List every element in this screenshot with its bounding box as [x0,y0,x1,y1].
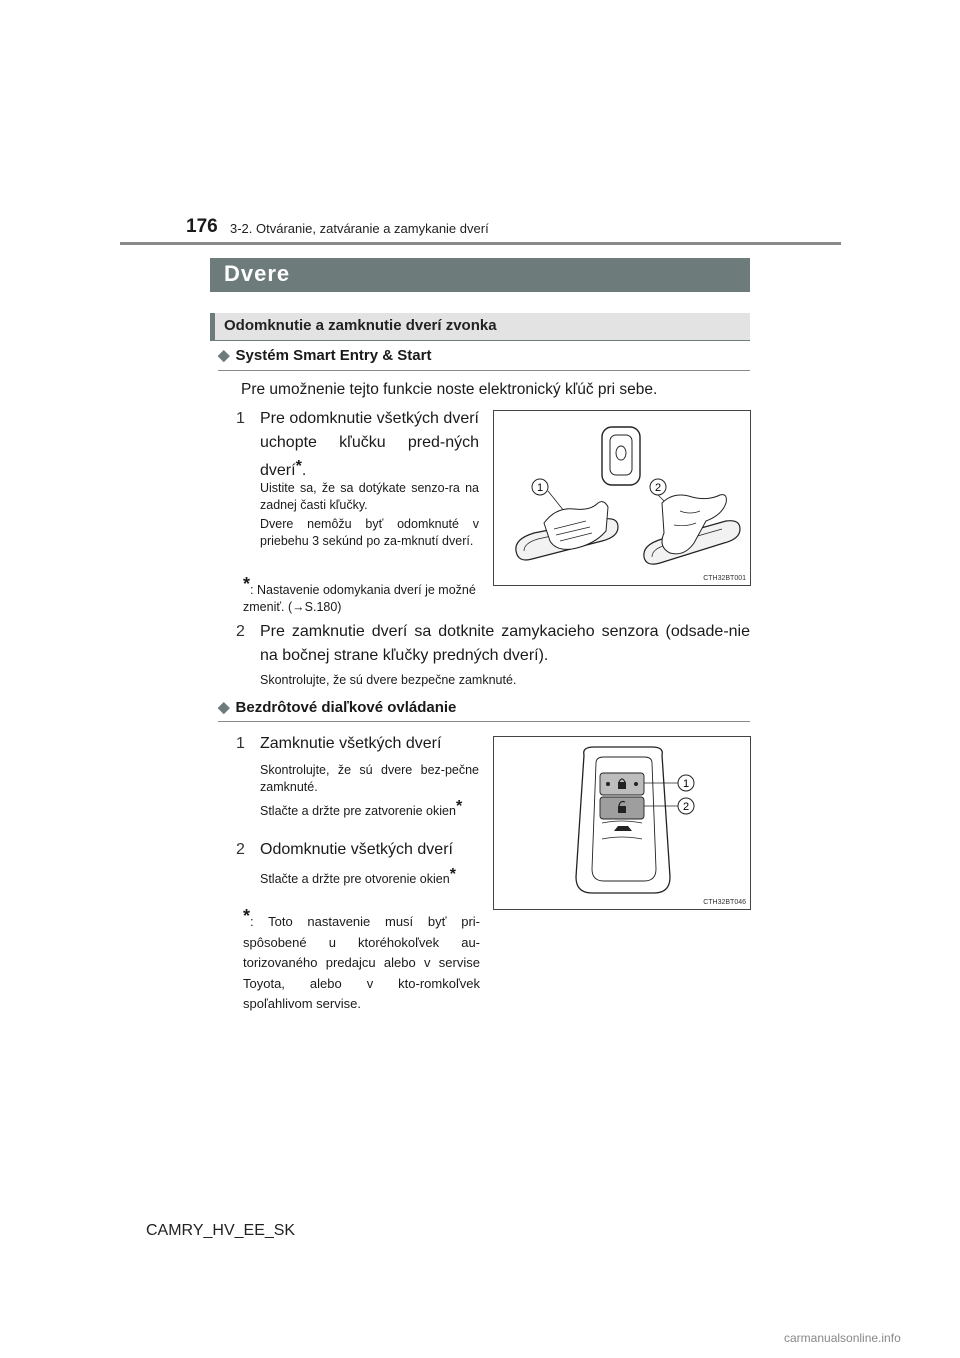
section-title-bar [210,258,750,292]
footnote-star: * [295,458,302,475]
figure2-callout-1: 1 [682,778,690,790]
remote-step1-note-check: Skontrolujte, že sú dvere bez-pečne zamknuté. [260,763,479,794]
remote-heading [218,698,456,716]
step-number-1: 1 [236,410,245,427]
diamond-bullet-icon: ◆ [218,347,230,364]
footnote-text-before: : Nastavenie odomykania dverí je možné zmeniť. ( [243,583,476,614]
remote-step-number-2: 2 [236,841,245,858]
step1-note-delay: Dvere nemôžu byť odomknuté v priebehu 3 sekúnd po za-mknutí dverí. [260,517,479,548]
page-number: 176 [186,216,218,237]
arrow-icon: → [292,600,305,614]
step1-label: Pre odomknutie všetkých dverí uchopte kľučku pred-ných dverí [260,410,479,479]
remote-footnote [243,906,480,1015]
heading-rule [218,721,750,722]
subheading-accent [210,313,215,340]
remote-step1-note-windows-text: Stlačte a držte pre zatvorenie okien [260,804,456,818]
remote-heading-label: Bezdrôtové diaľkové ovládanie [235,699,457,716]
watermark: carmanualsonline.info [784,1331,901,1345]
smart-entry-heading [218,346,431,364]
remote-step1-note-windows [260,798,479,820]
figure-key-fob [493,736,751,910]
diamond-bullet-icon: ◆ [218,699,230,716]
step-number-2: 2 [236,623,245,640]
figure2-code: CTH32BT046 [703,899,746,906]
smart-entry-intro: Pre umožnenie tejto funkcie noste elektronický kľúč pri sebe. [241,381,658,398]
subheading-rule [210,340,750,341]
remote-step2-text: Odomknutie všetkých dverí [260,841,453,858]
subheading-title: Odomknutie a zamknutie dverí zvonka [224,317,497,334]
footnote-text-after: S.180) [304,600,342,614]
smart-entry-footnote [243,576,480,616]
footnote-mark: * [243,574,251,594]
footnote-mark: * [243,906,251,926]
figure2-callout-2: 2 [682,801,690,813]
remote-step1-text: Zamknutie všetkých dverí [260,735,442,752]
figure1-callout-1: 1 [536,482,544,494]
step2-text: Pre zamknutie dverí sa dotknite zamykacieho senzora (odsade-nie na bočnej strane kľučky predných dverí). [260,623,750,664]
figure-door-handle [493,410,751,586]
header-divider [120,242,841,245]
step2-note: Skontrolujte, že sú dvere bezpečne zamknuté. [260,673,517,687]
section-title: Dvere [224,261,291,286]
footnote-star: * [449,866,456,883]
remote-footnote-text: : Toto nastavenie musí byť pri-spôsobené u ktoréhokoľvek au-torizovaného predajcu alebo v servise Toyota, alebo v kto-romkoľvek spoľahlivom servise. [243,914,480,1011]
remote-step-number-1: 1 [236,735,245,752]
heading-rule [218,370,750,371]
door-handle-illustration [494,411,750,585]
chapter-title: 3-2. Otváranie, zatváranie a zamykanie dverí [230,221,489,236]
smart-entry-heading-label: Systém Smart Entry & Start [235,347,432,364]
step1-note-sensor: Uistite sa, že sa dotýkate senzo-ra na zadnej časti kľučky. [260,481,479,512]
key-fob-illustration [494,737,750,909]
remote-step2-note [260,866,479,888]
remote-step2-note-text: Stlačte a držte pre otvorenie okien [260,872,450,886]
footnote-star: * [455,798,463,815]
figure1-callout-2: 2 [654,482,662,494]
figure1-code: CTH32BT001 [703,575,746,582]
step1-period: . [301,462,307,479]
subheading-bar [210,313,750,340]
step1-text [260,407,479,483]
document-id: CAMRY_HV_EE_SK [146,1222,296,1239]
